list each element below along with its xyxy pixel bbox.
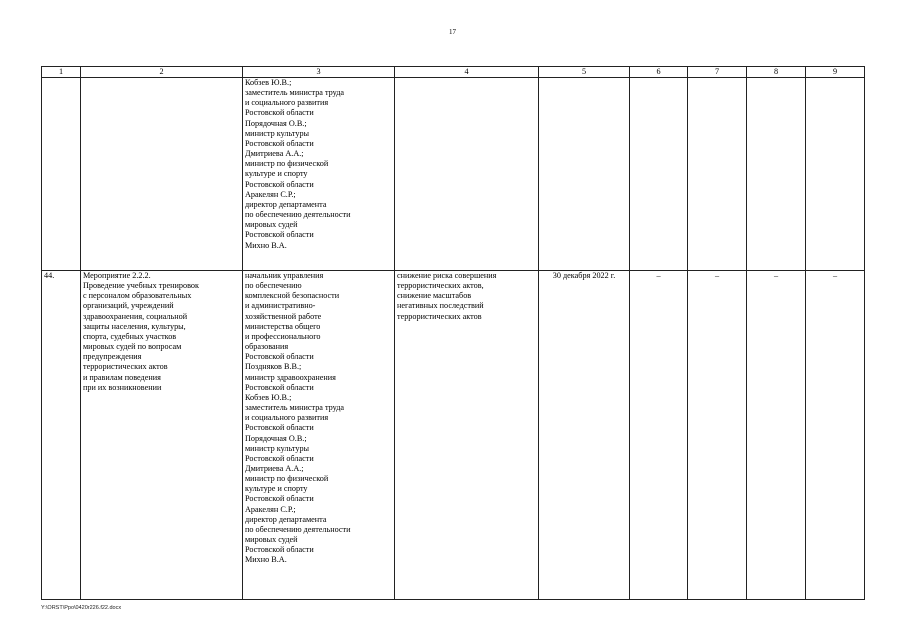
table-row-continued <box>42 78 865 271</box>
cell-line: заместитель министра труда <box>245 403 345 413</box>
cell-line: Ростовской области <box>245 382 314 392</box>
page-number: 17 <box>449 28 456 36</box>
cell-line: Мероприятие 2.2.2. <box>83 271 151 280</box>
cell-line: и социального развития <box>245 98 329 108</box>
cell-line: Ростовской области <box>245 494 314 504</box>
cell-line: Ростовской области <box>245 230 314 240</box>
cell-line: мировых судей <box>245 535 298 545</box>
cell-line: и правилам поведения <box>83 372 161 382</box>
cell-line: по обеспечению деятельности <box>245 210 351 220</box>
cell-line: организаций, учреждений <box>83 301 174 311</box>
column-header: 6 <box>630 67 688 78</box>
cell-line: при их возникновении <box>83 382 162 392</box>
cell-line: хозяйственной работе <box>245 311 322 321</box>
cell-line: защиты населения, культуры, <box>83 321 186 331</box>
cell-col9: – <box>806 271 865 600</box>
cell-line: террористических актов <box>83 362 168 372</box>
cell-number: 44. <box>42 271 81 600</box>
cell-line: министерства общего <box>245 321 321 331</box>
cell-line: министр здравоохранения <box>245 372 336 382</box>
cell-col9 <box>806 78 865 271</box>
cell-line: Аракелян С.Р.; <box>245 504 296 514</box>
cell-line: Дмитриева А.А.; <box>245 149 304 159</box>
cell-col8: – <box>747 271 806 600</box>
cell-line: Кобзев Ю.В.; <box>245 78 292 87</box>
cell-line: Ростовской области <box>245 545 314 555</box>
cell-line: культуре и спорту <box>245 169 308 179</box>
table-row-44 <box>42 271 865 600</box>
cell-line: заместитель министра труда <box>245 88 345 98</box>
cell-number <box>42 78 81 271</box>
cell-line: Ростовской области <box>245 423 314 433</box>
cell-line: Ростовской области <box>245 108 314 118</box>
cell-line: и административно- <box>245 301 316 311</box>
cell-line: Ростовской области <box>245 352 314 362</box>
cell-responsible <box>243 271 395 600</box>
cell-line: Кобзев Ю.В.; <box>245 392 292 402</box>
cell-result <box>395 78 539 271</box>
footer-file-path: Y:\ORST\Ppo\0420r226.f22.docx <box>41 605 122 611</box>
cell-result <box>395 271 539 600</box>
cell-line: здравоохранения, социальной <box>83 311 188 321</box>
cell-line: террористических актов, <box>397 281 484 291</box>
cell-line: Порядочная О.В.; <box>245 118 307 128</box>
cell-line: директор департамента <box>245 199 327 209</box>
cell-line: Ростовской области <box>245 138 314 148</box>
cell-line: мировых судей <box>245 220 298 230</box>
cell-line: негативных последствий <box>397 301 484 311</box>
cell-line: с персоналом образовательных <box>83 291 192 301</box>
cell-line: Михно В.А. <box>245 555 287 565</box>
cell-line: предупреждения <box>83 352 142 362</box>
cell-activity <box>81 78 243 271</box>
column-header: 7 <box>688 67 747 78</box>
cell-line: Порядочная О.В.; <box>245 433 307 443</box>
cell-line: образования <box>245 342 289 352</box>
cell-line: по обеспечению деятельности <box>245 524 351 534</box>
cell-line: снижение риска совершения <box>397 271 497 280</box>
cell-responsible <box>243 78 395 271</box>
cell-col8 <box>747 78 806 271</box>
cell-line: Дмитриева А.А.; <box>245 463 304 473</box>
cell-line: Ростовской области <box>245 453 314 463</box>
cell-line: и профессионального <box>245 331 321 341</box>
cell-deadline <box>539 78 630 271</box>
cell-line: Ростовской области <box>245 179 314 189</box>
cell-line: террористических актов <box>397 311 482 321</box>
cell-col7 <box>688 78 747 271</box>
cell-col7: – <box>688 271 747 600</box>
cell-line: Проведение учебных тренировок <box>83 281 199 291</box>
cell-line: министр культуры <box>245 443 310 453</box>
cell-line: директор департамента <box>245 514 327 524</box>
cell-line: спорта, судебных участков <box>83 331 177 341</box>
column-header: 4 <box>395 67 539 78</box>
cell-line: Поздняков В.В.; <box>245 362 302 372</box>
column-header: 1 <box>42 67 81 78</box>
cell-line: министр культуры <box>245 128 310 138</box>
cell-col6: – <box>630 271 688 600</box>
cell-line: начальник управления <box>245 271 324 280</box>
column-number-row <box>42 67 865 78</box>
cell-deadline: 30 декабря 2022 г. <box>539 271 630 600</box>
cell-line: Аракелян С.Р.; <box>245 189 296 199</box>
cell-line: снижение масштабов <box>397 291 472 301</box>
cell-line: мировых судей по вопросам <box>83 342 182 352</box>
cell-line: и социального развития <box>245 413 329 423</box>
column-header: 8 <box>747 67 806 78</box>
cell-line: по обеспечению <box>245 281 302 291</box>
cell-activity <box>81 271 243 600</box>
plan-table <box>41 66 865 600</box>
cell-line: министр по физической <box>245 159 329 169</box>
column-header: 5 <box>539 67 630 78</box>
column-header: 9 <box>806 67 865 78</box>
column-header: 2 <box>81 67 243 78</box>
cell-line: комплексной безопасности <box>245 291 340 301</box>
cell-line: Михно В.А. <box>245 240 287 250</box>
column-header: 3 <box>243 67 395 78</box>
cell-line: культуре и спорту <box>245 484 308 494</box>
cell-line: министр по физической <box>245 474 329 484</box>
cell-col6 <box>630 78 688 271</box>
